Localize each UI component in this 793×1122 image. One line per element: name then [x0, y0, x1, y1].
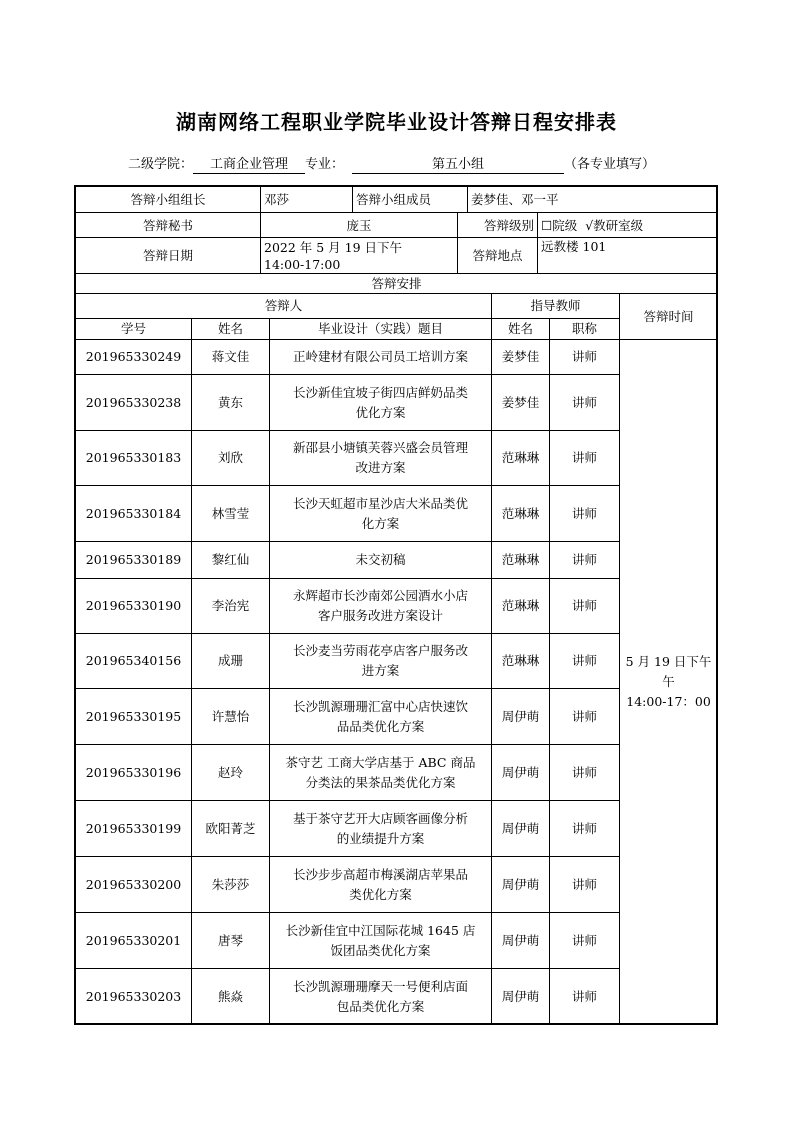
topic-line: 长沙天虹超市星沙店大米品类优	[293, 495, 469, 511]
date-label: 答辩日期	[76, 238, 261, 274]
advisor-name: 周伊萌	[492, 913, 550, 969]
level-label: 答辩级别	[458, 213, 538, 238]
topic	[270, 579, 492, 634]
date-value	[261, 238, 458, 274]
topic	[270, 542, 492, 579]
advisor-name: 范琳琳	[492, 579, 550, 634]
student-name: 蒋文佳	[192, 340, 270, 375]
defense-time	[620, 340, 718, 1025]
advisor-name: 范琳琳	[492, 634, 550, 689]
advisor-title: 讲师	[550, 542, 620, 579]
student-id: 201965330189	[76, 542, 192, 579]
student-name: 唐琴	[192, 913, 270, 969]
topic-line: 分类法的果茶品类优化方案	[305, 774, 456, 790]
place-label: 答辩地点	[458, 238, 538, 274]
topic-line: 永辉超市长沙南郊公园酒水小店	[293, 588, 469, 603]
student-id: 201965330184	[76, 486, 192, 542]
topic	[270, 340, 492, 375]
schedule-table	[75, 293, 718, 1025]
level-options	[538, 213, 718, 238]
college-value: 工商企业管理	[193, 157, 305, 174]
leader-value: 邓莎	[261, 187, 353, 213]
topic-line: 长沙麦当劳雨花亭店客户服务改	[293, 643, 469, 658]
arrangement-label: 答辩安排	[76, 274, 718, 294]
time-header: 答辩时间	[620, 294, 718, 340]
topic-line: 优化方案	[355, 404, 406, 420]
advisor-name-header: 姓名	[492, 319, 550, 340]
advisor-title: 讲师	[550, 857, 620, 913]
topic	[270, 745, 492, 801]
student-name: 许慧怡	[192, 689, 270, 745]
student-name: 熊焱	[192, 969, 270, 1025]
advisor-title: 讲师	[550, 431, 620, 486]
topic	[270, 969, 492, 1025]
topic-line: 长沙凯源珊珊摩天一号便利店面	[293, 978, 469, 994]
student-id: 201965330238	[76, 375, 192, 431]
student-name: 朱莎莎	[192, 857, 270, 913]
topic	[270, 375, 492, 431]
topic-header: 毕业设计（实践）题目	[270, 319, 492, 340]
topic-line: 长沙新佳宜中江国际花城 1645 店	[285, 922, 476, 938]
advisor-name: 周伊萌	[492, 745, 550, 801]
table-row	[76, 340, 718, 375]
members-value: 姜梦佳、邓一平	[468, 187, 718, 213]
topic-line: 的业绩提升方案	[336, 830, 425, 846]
advisor-title: 讲师	[550, 689, 620, 745]
topic-line: 化方案	[361, 515, 400, 531]
defense-time-line3: 14:00-17：00	[626, 694, 711, 709]
date-value-line2: 14:00-17:00	[264, 256, 341, 272]
advisor-name: 周伊萌	[492, 689, 550, 745]
level-option-section: √教研室级	[585, 217, 644, 233]
student-id: 201965330196	[76, 745, 192, 801]
advisor-title: 讲师	[550, 486, 620, 542]
advisor-name: 周伊萌	[492, 857, 550, 913]
advisor-title: 讲师	[550, 579, 620, 634]
student-group-header: 答辩人	[76, 294, 492, 319]
student-id: 201965330200	[76, 857, 192, 913]
topic-line: 长沙新佳宜坡子街四店鲜奶品类	[293, 384, 469, 400]
topic	[270, 431, 492, 486]
topic-line: 品品类优化方案	[336, 718, 425, 734]
topic-line: 新邵县小塘镇芙蓉兴盛会员管理	[293, 440, 469, 455]
major-note: （各专业填写）	[564, 157, 656, 172]
topic-line: 长沙步步高超市梅溪湖店苹果品	[293, 866, 469, 882]
advisor-title: 讲师	[550, 969, 620, 1025]
date-value-line1: 2022 年 5 月 19 日下午	[264, 239, 403, 255]
defense-time-line2: 午	[662, 674, 675, 689]
advisor-title-header: 职称	[550, 319, 620, 340]
student-name: 李治宪	[192, 579, 270, 634]
leader-label: 答辩小组组长	[76, 187, 261, 213]
advisor-title: 讲师	[550, 375, 620, 431]
topic	[270, 801, 492, 857]
student-name: 林雪莹	[192, 486, 270, 542]
advisor-title: 讲师	[550, 745, 620, 801]
student-name: 刘欣	[192, 431, 270, 486]
advisor-title: 讲师	[550, 913, 620, 969]
topic	[270, 634, 492, 689]
page-title: 湖南网络工程职业学院毕业设计答辩日程安排表	[176, 110, 617, 134]
name-header: 姓名	[192, 319, 270, 340]
student-id: 201965330195	[76, 689, 192, 745]
major-label: 专业：	[305, 157, 345, 172]
student-id: 201965330201	[76, 913, 192, 969]
student-id: 201965330199	[76, 801, 192, 857]
college-major-line	[128, 153, 655, 174]
topic	[270, 689, 492, 745]
advisor-name: 范琳琳	[492, 431, 550, 486]
student-id: 201965340156	[76, 634, 192, 689]
student-name: 欧阳菁芝	[192, 801, 270, 857]
topic-line: 进方案	[361, 663, 400, 678]
student-name: 黄东	[192, 375, 270, 431]
student-name: 成珊	[192, 634, 270, 689]
student-id: 201965330249	[76, 340, 192, 375]
topic-line: 未交初稿	[355, 552, 406, 567]
major-value: 第五小组	[352, 157, 564, 174]
members-label: 答辩小组成员	[353, 187, 468, 213]
defense-time-line1: 5 月 19 日下午	[625, 654, 712, 669]
advisor-name: 周伊萌	[492, 969, 550, 1025]
advisor-name: 范琳琳	[492, 542, 550, 579]
topic-line: 包品类优化方案	[336, 998, 425, 1014]
level-option-college: ☐院级	[541, 217, 578, 233]
student-name: 赵玲	[192, 745, 270, 801]
advisor-title: 讲师	[550, 340, 620, 375]
topic-line: 饭团品类优化方案	[330, 942, 431, 958]
secretary-value: 庞玉	[261, 213, 458, 238]
student-id: 201965330183	[76, 431, 192, 486]
topic-line: 客户服务改进方案设计	[318, 608, 444, 623]
student-id: 201965330190	[76, 579, 192, 634]
defense-info-table	[75, 186, 718, 294]
student-name: 黎红仙	[192, 542, 270, 579]
id-header: 学号	[76, 319, 192, 340]
topic-line: 类优化方案	[349, 886, 412, 902]
topic-line: 茶守艺 工商大学店基于 ABC 商品	[285, 754, 476, 770]
advisor-name: 姜梦佳	[492, 375, 550, 431]
advisor-title: 讲师	[550, 801, 620, 857]
advisor-name: 周伊萌	[492, 801, 550, 857]
topic-line: 正岭建材有限公司员工培训方案	[293, 349, 469, 364]
student-id: 201965330203	[76, 969, 192, 1025]
advisor-name: 姜梦佳	[492, 340, 550, 375]
topic	[270, 913, 492, 969]
topic-line: 改进方案	[355, 460, 406, 475]
advisor-group-header: 指导教师	[492, 294, 620, 319]
secretary-label: 答辩秘书	[76, 213, 261, 238]
topic	[270, 486, 492, 542]
topic	[270, 857, 492, 913]
advisor-title: 讲师	[550, 634, 620, 689]
advisor-name: 范琳琳	[492, 486, 550, 542]
topic-line: 基于茶守艺开大店顾客画像分析	[293, 810, 469, 826]
topic-line: 长沙凯源珊珊汇富中心店快速饮	[293, 698, 469, 714]
college-label: 二级学院：	[128, 157, 194, 172]
place-value: 远教楼 101	[538, 238, 718, 274]
